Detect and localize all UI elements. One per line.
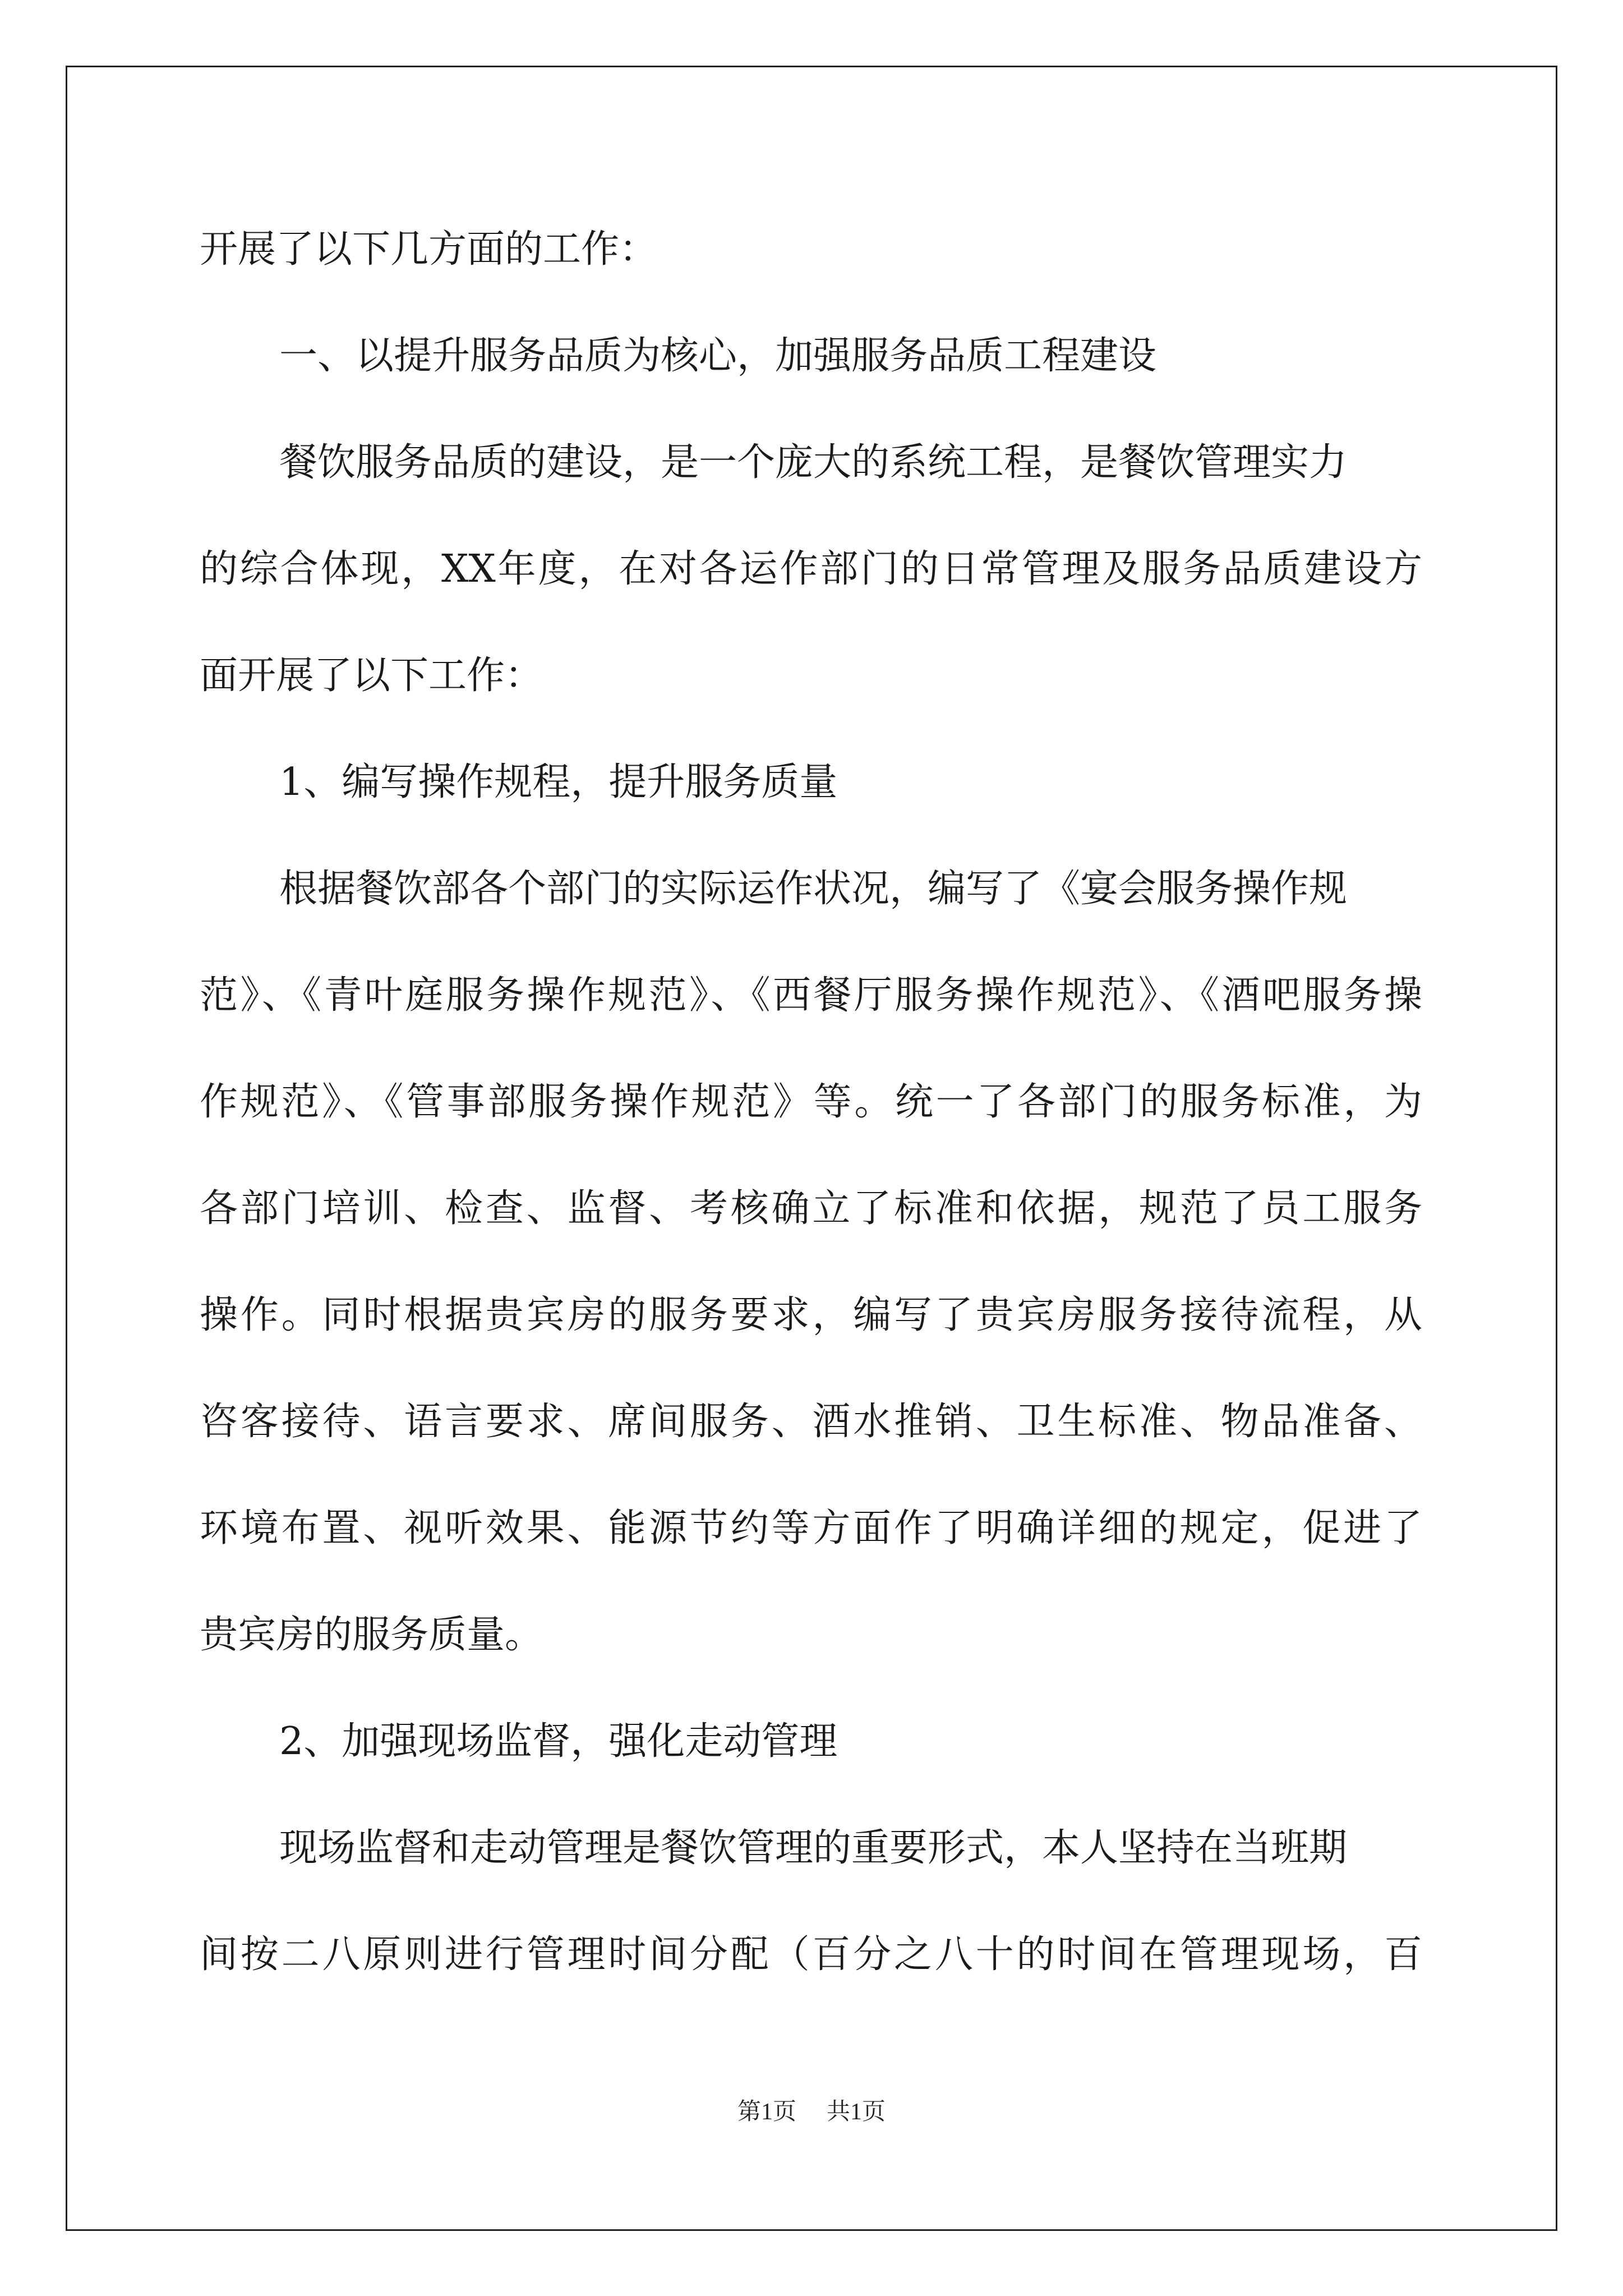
paragraph-line: 现场监督和走动管理是餐饮管理的重要形式，本人坚持在当班期 bbox=[279, 1826, 1348, 1870]
subsection-heading: 2、加强现场监督，强化走动管理 bbox=[279, 1719, 838, 1764]
paragraph-line: 环境布置、视听效果、能源节约等方面作了明确详细的规定，促进了 bbox=[200, 1506, 1422, 1550]
paragraph-line: 间按二八原则进行管理时间分配（百分之八十的时间在管理现场，百 bbox=[200, 1932, 1422, 1977]
paragraph-line: 面开展了以下工作： bbox=[200, 654, 543, 698]
paragraph-line: 根据餐饮部各个部门的实际运作状况，编写了《宴会服务操作规 bbox=[279, 867, 1348, 911]
page-footer bbox=[0, 2098, 1623, 2126]
paragraph-line: 范》、《青叶庭服务操作规范》、《西餐厅服务操作规范》、《酒吧服务操 bbox=[200, 973, 1422, 1018]
subsection-heading: 1、编写操作规程，提升服务质量 bbox=[279, 760, 838, 804]
paragraph-line: 贵宾房的服务质量。 bbox=[200, 1613, 543, 1657]
paragraph-line: 各部门培训、检查、监督、考核确立了标准和依据，规范了员工服务 bbox=[200, 1186, 1422, 1231]
paragraph-line: 的综合体现，XX年度，在对各运作部门的日常管理及服务品质建设方 bbox=[200, 547, 1422, 591]
page-total: 共1页 bbox=[827, 2099, 886, 2125]
paragraph-line: 操作。同时根据贵宾房的服务要求，编写了贵宾房服务接待流程，从 bbox=[200, 1293, 1422, 1337]
section-heading: 一、以提升服务品质为核心，加强服务品质工程建设 bbox=[279, 334, 1157, 378]
page-border bbox=[66, 66, 1557, 2231]
page-number: 第1页 bbox=[737, 2099, 796, 2125]
paragraph-line: 餐饮服务品质的建设，是一个庞大的系统工程，是餐饮管理实力 bbox=[279, 440, 1348, 485]
paragraph-line: 作规范》、《管事部服务操作规范》等。统一了各部门的服务标准，为 bbox=[200, 1080, 1422, 1124]
paragraph-line: 咨客接待、语言要求、席间服务、酒水推销、卫生标准、物品准备、 bbox=[200, 1400, 1422, 1444]
text-line: 开展了以下几方面的工作： bbox=[200, 227, 658, 272]
